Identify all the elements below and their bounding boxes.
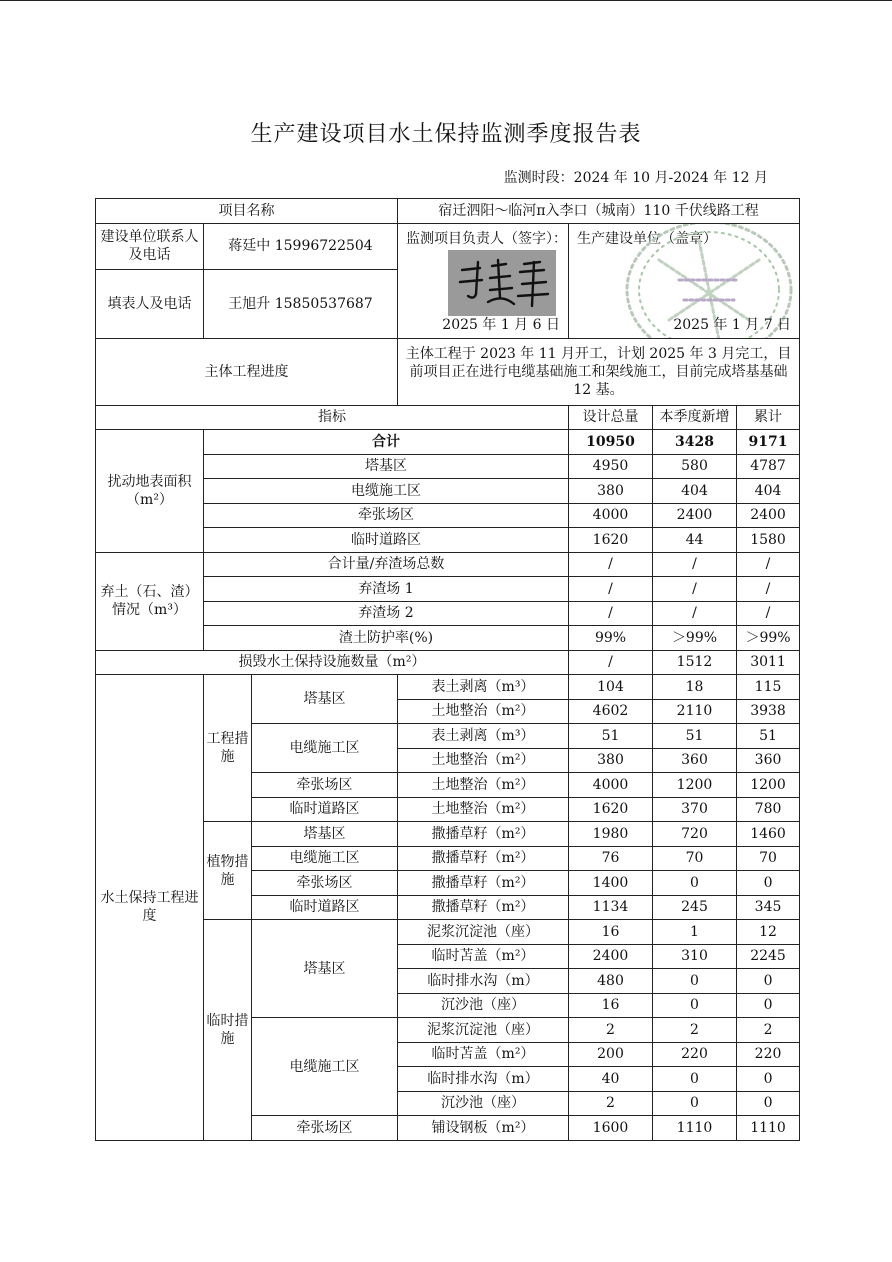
swc-section <box>96 675 800 1141</box>
spoil-cumulative: / <box>737 577 800 602</box>
swc-quarter: 0 <box>653 993 737 1018</box>
disturb-item-name: 临时道路区 <box>204 528 569 553</box>
swc-measure: 土地整治（m²） <box>398 797 569 822</box>
handwritten-signature <box>448 250 556 316</box>
project-name-value: 宿迁泗阳～临河π入李口（城南）110 千伏线路工程 <box>398 199 800 224</box>
swc-quarter: 0 <box>653 969 737 994</box>
swc-quarter: 720 <box>653 822 737 847</box>
swc-design: 16 <box>569 993 653 1018</box>
signature-image <box>448 250 556 316</box>
swc-cumulative: 115 <box>737 675 800 700</box>
swc-design: 1400 <box>569 871 653 896</box>
swc-area: 塔基区 <box>252 920 398 1018</box>
builder-contact-label: 建设单位联系人及电话 <box>96 223 204 269</box>
disturb-quarter: 2400 <box>653 503 737 528</box>
swc-cumulative: 2245 <box>737 944 800 969</box>
swc-quarter: 51 <box>653 724 737 749</box>
swc-measure: 临时苫盖（m²） <box>398 944 569 969</box>
quarter-new-header: 本季度新增 <box>653 405 737 430</box>
swc-cumulative: 0 <box>737 1091 800 1116</box>
swc-cumulative: 2 <box>737 1018 800 1043</box>
disturb-cumulative: 9171 <box>737 430 800 455</box>
swc-measure-type: 工程措施 <box>204 675 252 822</box>
damage-design: / <box>569 650 653 675</box>
disturb-item-name: 合计 <box>204 430 569 455</box>
swc-area: 牵张场区 <box>252 773 398 798</box>
leader-sign-cell <box>398 223 569 338</box>
indicator-header: 指标 <box>96 405 569 430</box>
disturb-quarter: 3428 <box>653 430 737 455</box>
swc-cumulative: 1200 <box>737 773 800 798</box>
page-top-border <box>0 0 892 1</box>
disturb-design: 4000 <box>569 503 653 528</box>
swc-measure-type: 植物措施 <box>204 822 252 920</box>
swc-cumulative: 1460 <box>737 822 800 847</box>
swc-measure: 泥浆沉淀池（座） <box>398 920 569 945</box>
disturb-design: 1620 <box>569 528 653 553</box>
swc-cumulative: 70 <box>737 846 800 871</box>
main-progress-label: 主体工程进度 <box>96 338 398 405</box>
spoil-quarter: ＞99% <box>653 626 737 651</box>
design-total-header: 设计总量 <box>569 405 653 430</box>
damage-quarter: 1512 <box>653 650 737 675</box>
swc-area: 临时道路区 <box>252 797 398 822</box>
swc-cumulative: 360 <box>737 748 800 773</box>
disturb-design: 10950 <box>569 430 653 455</box>
swc-area: 临时道路区 <box>252 895 398 920</box>
swc-area: 电缆施工区 <box>252 1018 398 1116</box>
swc-measure: 临时排水沟（m） <box>398 969 569 994</box>
swc-design: 1600 <box>569 1116 653 1141</box>
swc-cumulative: 780 <box>737 797 800 822</box>
disturb-design: 4950 <box>569 454 653 479</box>
project-row <box>96 199 800 224</box>
spoil-cumulative: / <box>737 601 800 626</box>
damage-section <box>96 650 800 675</box>
swc-quarter: 2 <box>653 1018 737 1043</box>
swc-area: 电缆施工区 <box>252 724 398 773</box>
swc-quarter: 370 <box>653 797 737 822</box>
swc-design: 1134 <box>569 895 653 920</box>
swc-quarter: 0 <box>653 1067 737 1092</box>
swc-design: 4602 <box>569 699 653 724</box>
swc-design: 40 <box>569 1067 653 1092</box>
swc-cumulative: 345 <box>737 895 800 920</box>
swc-area: 塔基区 <box>252 675 398 724</box>
swc-measure: 土地整治（m²） <box>398 748 569 773</box>
swc-quarter: 1 <box>653 920 737 945</box>
damage-cumulative: 3011 <box>737 650 800 675</box>
swc-cumulative: 0 <box>737 969 800 994</box>
spoil-cumulative: ＞99% <box>737 626 800 651</box>
swc-measure: 泥浆沉淀池（座） <box>398 1018 569 1043</box>
disturb-cumulative: 4787 <box>737 454 800 479</box>
contact-row-builder <box>96 223 800 269</box>
swc-measure: 撒播草籽（m²） <box>398 895 569 920</box>
spoil-item-name: 合计量/弃渣场总数 <box>204 552 569 577</box>
disturb-cumulative: 2400 <box>737 503 800 528</box>
spoil-section <box>96 552 800 650</box>
swc-area: 牵张场区 <box>252 871 398 896</box>
swc-design: 16 <box>569 920 653 945</box>
swc-area: 塔基区 <box>252 822 398 847</box>
swc-quarter: 0 <box>653 1091 737 1116</box>
unit-stamp-label: 生产建设单位（盖章） <box>577 230 717 247</box>
swc-design: 2400 <box>569 944 653 969</box>
swc-design: 104 <box>569 675 653 700</box>
swc-quarter: 1200 <box>653 773 737 798</box>
filler-contact-label: 填表人及电话 <box>96 269 204 338</box>
swc-design: 76 <box>569 846 653 871</box>
swc-cumulative: 3938 <box>737 699 800 724</box>
disturb-item-name: 牵张场区 <box>204 503 569 528</box>
swc-cumulative: 0 <box>737 993 800 1018</box>
disturb-design: 380 <box>569 479 653 504</box>
spoil-design: / <box>569 552 653 577</box>
swc-measure: 临时苫盖（m²） <box>398 1042 569 1067</box>
disturb-cumulative: 404 <box>737 479 800 504</box>
swc-measure: 撒播草籽（m²） <box>398 822 569 847</box>
swc-measure: 铺设钢板（m²） <box>398 1116 569 1141</box>
swc-quarter: 245 <box>653 895 737 920</box>
swc-measure: 沉沙池（座） <box>398 1091 569 1116</box>
swc-quarter: 70 <box>653 846 737 871</box>
swc-category-label: 水土保持工程进度 <box>96 675 204 1141</box>
report-table <box>95 198 800 1141</box>
swc-measure: 土地整治（m²） <box>398 773 569 798</box>
swc-measure: 表土剥离（m³） <box>398 675 569 700</box>
swc-design: 1620 <box>569 797 653 822</box>
disturb-quarter: 580 <box>653 454 737 479</box>
swc-quarter: 1110 <box>653 1116 737 1141</box>
swc-measure: 表土剥离（m³） <box>398 724 569 749</box>
swc-cumulative: 0 <box>737 1067 800 1092</box>
disturb-item-name: 塔基区 <box>204 454 569 479</box>
leader-sign-label: 监测项目负责人（签字）： <box>406 230 567 247</box>
spoil-item-name: 渣土防护率(%) <box>204 626 569 651</box>
progress-row <box>96 338 800 405</box>
disturb-row <box>96 430 800 455</box>
damage-label: 损毁水土保持设施数量（m²） <box>96 650 569 675</box>
spoil-quarter: / <box>653 601 737 626</box>
swc-measure: 撒播草籽（m²） <box>398 846 569 871</box>
swc-row <box>96 675 800 700</box>
unit-stamp-date: 2025 年 1 月 7 日 <box>673 316 792 333</box>
cumulative-header: 累计 <box>737 405 800 430</box>
disturb-item-name: 电缆施工区 <box>204 479 569 504</box>
project-name-label: 项目名称 <box>96 199 398 224</box>
swc-cumulative: 1110 <box>737 1116 800 1141</box>
spoil-row <box>96 552 800 577</box>
swc-quarter: 310 <box>653 944 737 969</box>
unit-stamp-cell <box>569 223 800 338</box>
report-title: 生产建设项目水土保持监测季度报告表 <box>250 122 642 147</box>
spoil-cumulative: / <box>737 552 800 577</box>
swc-quarter: 220 <box>653 1042 737 1067</box>
swc-area: 电缆施工区 <box>252 846 398 871</box>
builder-contact-value: 蒋廷中 15996722504 <box>204 223 398 269</box>
spoil-quarter: / <box>653 552 737 577</box>
disturb-category-label: 扰动地表面积（m²） <box>96 430 204 553</box>
spoil-design: / <box>569 577 653 602</box>
swc-quarter: 2110 <box>653 699 737 724</box>
swc-design: 480 <box>569 969 653 994</box>
spoil-design: / <box>569 601 653 626</box>
spoil-quarter: / <box>653 577 737 602</box>
disturb-cumulative: 1580 <box>737 528 800 553</box>
swc-cumulative: 220 <box>737 1042 800 1067</box>
swc-cumulative: 12 <box>737 920 800 945</box>
disturb-section <box>96 430 800 553</box>
damage-row <box>96 650 800 675</box>
swc-design: 200 <box>569 1042 653 1067</box>
swc-cumulative: 0 <box>737 871 800 896</box>
monitoring-period: 监测时段：2024 年 10 月-2024 年 12 月 <box>503 170 768 186</box>
swc-measure-type: 临时措施 <box>204 920 252 1141</box>
swc-design: 4000 <box>569 773 653 798</box>
spoil-category-label: 弃土（石、渣）情况（m³） <box>96 552 204 650</box>
swc-design: 2 <box>569 1091 653 1116</box>
swc-design: 51 <box>569 724 653 749</box>
swc-area: 牵张场区 <box>252 1116 398 1141</box>
spoil-item-name: 弃渣场 2 <box>204 601 569 626</box>
swc-design: 1980 <box>569 822 653 847</box>
spoil-design: 99% <box>569 626 653 651</box>
indicator-header-row <box>96 405 800 430</box>
leader-sign-date: 2025 年 1 月 6 日 <box>442 316 560 333</box>
disturb-quarter: 404 <box>653 479 737 504</box>
filler-contact-value: 王旭升 15850537687 <box>204 269 398 338</box>
swc-measure: 临时排水沟（m） <box>398 1067 569 1092</box>
main-progress-text: 主体工程于 2023 年 11 月开工，计划 2025 年 3 月完工，目前项目正在进行电缆基础施工和架线施工，目前完成塔基基础 12 基。 <box>398 338 800 405</box>
disturb-quarter: 44 <box>653 528 737 553</box>
swc-quarter: 360 <box>653 748 737 773</box>
swc-measure: 沉沙池（座） <box>398 993 569 1018</box>
swc-cumulative: 51 <box>737 724 800 749</box>
swc-quarter: 18 <box>653 675 737 700</box>
swc-design: 2 <box>569 1018 653 1043</box>
swc-measure: 撒播草籽（m²） <box>398 871 569 896</box>
spoil-item-name: 弃渣场 1 <box>204 577 569 602</box>
swc-quarter: 0 <box>653 871 737 896</box>
swc-design: 380 <box>569 748 653 773</box>
swc-measure: 土地整治（m²） <box>398 699 569 724</box>
